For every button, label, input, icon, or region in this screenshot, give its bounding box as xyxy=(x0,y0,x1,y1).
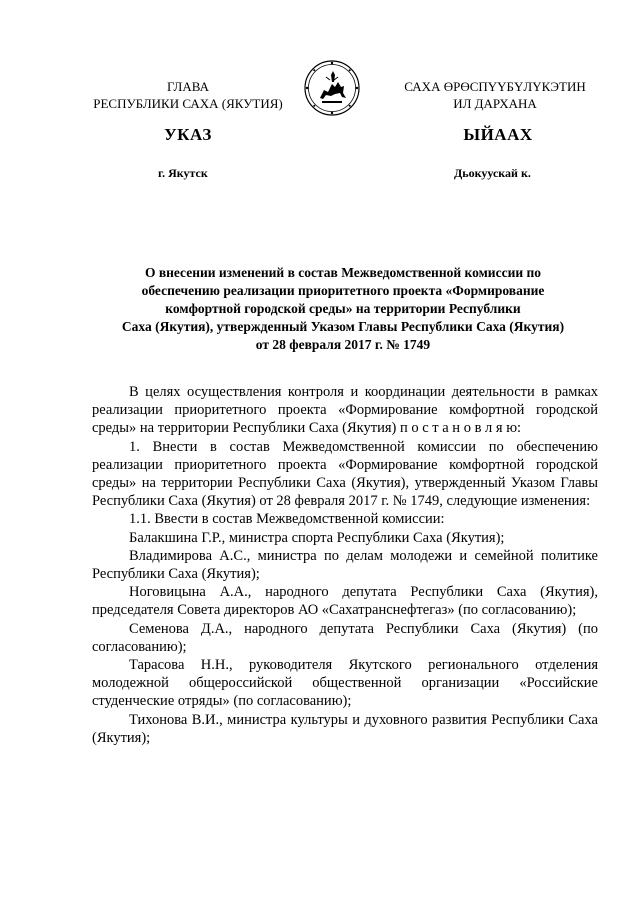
title-line: Саха (Якутия), утвержденный Указом Главы Республики Саха (Якутия) xyxy=(121,319,565,334)
member-item: Владимирова А.С., министра по делам молодежи и семейной политике Республики Саха (Якутия); xyxy=(92,547,598,583)
member-item: Тихонова В.И., министра культуры и духовного развития Республики Саха (Якутия); xyxy=(92,711,598,746)
document-body xyxy=(92,383,598,747)
issuer-left xyxy=(82,78,294,112)
coat-of-arms-icon xyxy=(304,60,360,116)
issuer-left-line1: ГЛАВА xyxy=(167,79,209,94)
document-title xyxy=(90,264,596,354)
place-sah: Дьокуускай к. xyxy=(454,166,531,180)
point-1: 1. Внести в состав Межведомственной комиссии по обеспечению реализации приоритетного проекта «Формирование комфортной городской среды» на территории Республики Саха (Якутия), утвержденный Указом Главы Республики Саха (Якутия) от 28 февраля 2017 г. № 1749, следующие изменения: xyxy=(92,438,598,510)
title-line: обеспечению реализации приоритетного проекта «Формирование xyxy=(141,283,545,298)
place-ru: г. Якутск xyxy=(158,166,208,180)
issuer-right-line2: ИЛ ДАРХАНА xyxy=(453,96,537,111)
decree-label-ru: УКАЗ xyxy=(164,125,212,144)
issuer-right xyxy=(384,78,606,112)
decree-label-sah: ЫЙААХ xyxy=(463,125,533,144)
member-item: Ноговицына А.А., народного депутата Республики Саха (Якутия), председателя Совета директоров АО «Сахатранснефтегаз» (по согласованию); xyxy=(92,584,598,619)
title-line: комфортной городской среды» на территории Республики xyxy=(165,301,521,316)
member-item: Балакшина Г.Р., министра спорта Республики Саха (Якутия); xyxy=(129,529,505,546)
issuer-right-line1: САХА ӨРӨСПҮҮБҮЛҮКЭТИН xyxy=(404,79,586,94)
title-line: О внесении изменений в состав Межведомственной комиссии по xyxy=(144,265,542,280)
issuer-left-line2: РЕСПУБЛИКИ САХА (ЯКУТИЯ) xyxy=(93,96,283,111)
member-item: Тарасова Н.Н., руководителя Якутского регионального отделения молодежной общероссийской общественной организации «Российские студенческие отряды» (по согласованию); xyxy=(92,657,598,710)
point-1-1: 1.1. Ввести в состав Межведомственной комиссии: xyxy=(129,511,445,528)
title-line: от 28 февраля 2017 г. № 1749 xyxy=(255,337,431,352)
intro-paragraph: В целях осуществления контроля и координации деятельности в рамках реализации приоритетного проекта «Формирование комфортной городской среды» на территории Республики Саха (Якутия) п о с т а н о в л я ю: xyxy=(92,384,598,437)
member-item: Семенова Д.А., народного депутата Республики Саха (Якутия) (по согласованию); xyxy=(92,620,598,655)
